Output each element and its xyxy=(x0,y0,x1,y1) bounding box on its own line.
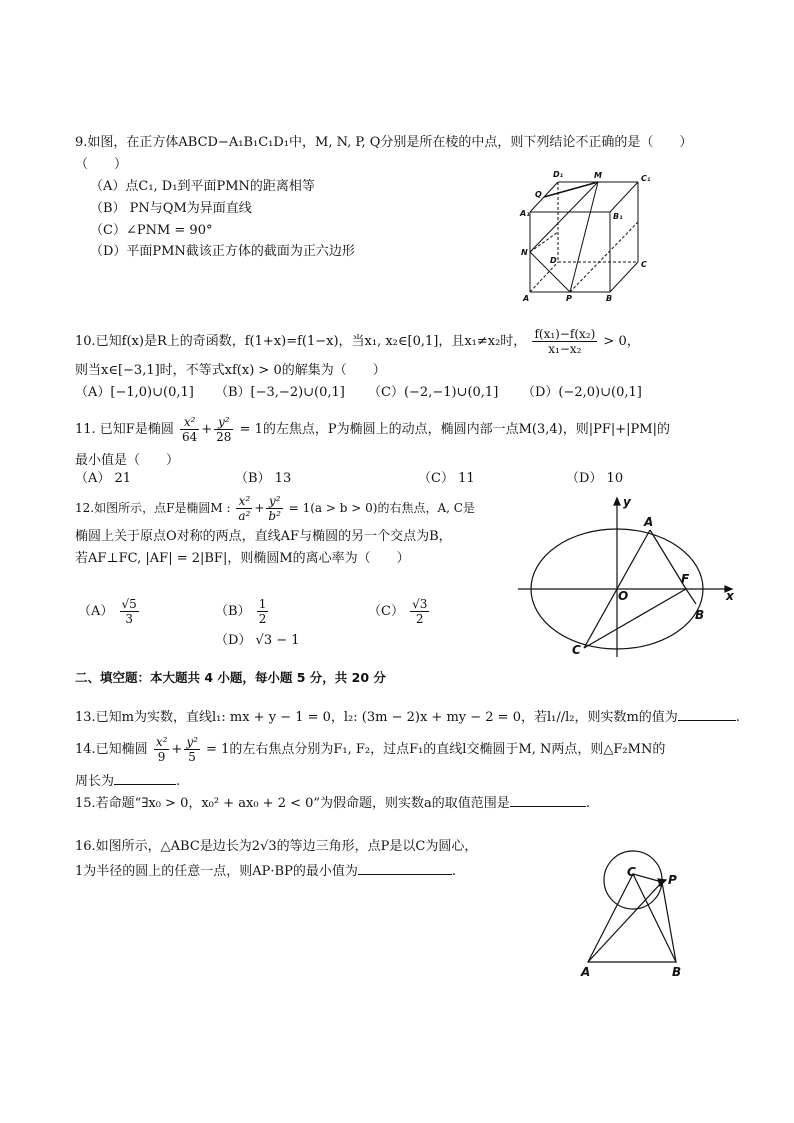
q9-cube-figure xyxy=(510,166,660,306)
q15-end: . xyxy=(585,796,590,811)
q11-prefix: 11. 已知F是椭圆 xyxy=(75,422,174,437)
q12-frac1-num: x² xyxy=(236,494,252,509)
q12-line1 xyxy=(75,490,475,526)
q11-frac1-den: 64 xyxy=(181,430,198,444)
q11-fraction-x xyxy=(180,415,199,444)
q12-frac2-den: b² xyxy=(268,509,281,523)
q12-plus: + xyxy=(254,501,265,515)
q12-label-y: y xyxy=(623,495,631,509)
q12-option-c xyxy=(368,594,431,630)
q14-fraction-y xyxy=(184,735,200,764)
q14-suffix: = 1的左右焦点分别为F₁, F₂，过点F₁的直线l交椭圆于M, N两点，则△F₂MN的 xyxy=(206,742,666,757)
q16-answer-blank[interactable] xyxy=(358,862,452,875)
q9-label-b: B xyxy=(606,294,613,303)
q16-line2 xyxy=(75,862,456,881)
q9-label-c: C xyxy=(641,260,647,269)
q12-ellipse-figure xyxy=(514,492,744,662)
q14-prefix: 14.已知椭圆 xyxy=(75,742,148,757)
q16-label-a: A xyxy=(581,965,591,979)
q12-fraction-y xyxy=(266,494,283,523)
q11-option-b: （B） 13 xyxy=(235,471,292,486)
q12-option-c-num: √3 xyxy=(412,597,428,611)
q9-label-c1: C₁ xyxy=(641,174,651,183)
q13-line xyxy=(75,708,740,727)
q10-fraction xyxy=(532,327,597,356)
q11-fraction-y xyxy=(214,415,233,444)
q10-line1-end: > 0， xyxy=(603,334,640,349)
q10-line2: 则当x∈[−3,1]时，不等式xf(x) > 0的解集为（ ） xyxy=(75,363,386,378)
q16-label-c: C xyxy=(627,865,636,879)
q12-label-x: x xyxy=(726,589,734,603)
q10-fraction-num: f(x₁)−f(x₂) xyxy=(534,327,596,341)
q12-option-c-label: （C） xyxy=(368,604,404,619)
q14-line2-text: 周长为 xyxy=(75,774,115,789)
q9-label-q: Q xyxy=(535,190,542,199)
q9-option-d: （D）平面PMN截该正方体的截面为正六边形 xyxy=(90,244,355,259)
q9-option-c: （C）∠PNM = 90° xyxy=(90,223,213,238)
q12-label-a: A xyxy=(644,515,654,529)
q11-suffix: = 1的左焦点，P为椭圆上的动点，椭圆内部一点M(3,4)，则|PF|+|PM|的 xyxy=(239,422,670,437)
q16-line1: 16.如图所示，△ABC是边长为2√3的等边三角形，点P是以C为圆心， xyxy=(75,839,478,854)
q11-line1 xyxy=(75,412,670,448)
q12-option-d: （D） √3 − 1 xyxy=(215,633,300,648)
q12-line3: 若AF⊥FC, |AF| = 2|BF|，则椭圆M的离心率为（ ） xyxy=(75,551,410,566)
q10-line1-text: 10.已知f(x)是R上的奇函数，f(1+x)=f(1−x)，当x₁, x₂∈[0,1]，且x₁≠x₂时， xyxy=(75,334,527,349)
q16-line2-text: 1为半径的圆上的任意一点，则AP·BP的最小值为 xyxy=(75,864,358,879)
q12-option-a xyxy=(78,594,141,630)
q10-option-c: （C）(−2,−1)∪(0,1] xyxy=(368,385,499,400)
q12-option-b-label: （B） xyxy=(215,604,251,619)
q10-fraction-den: x₁−x₂ xyxy=(548,342,582,356)
q16-label-p: P xyxy=(668,873,677,887)
q14-answer-blank[interactable] xyxy=(114,772,176,785)
q9-option-b: （B） PN与QM为异面直线 xyxy=(90,201,252,216)
q12-prefix: 12.如图所示，点F是椭圆M : xyxy=(75,501,231,515)
section-2-heading: 二、填空题：本大题共 4 小题，每小题 5 分，共 20 分 xyxy=(75,670,386,685)
q10-line1 xyxy=(75,324,640,360)
q16-label-b: B xyxy=(672,965,682,979)
q9-label-d1: D₁ xyxy=(553,170,564,179)
q12-option-a-label: （A） xyxy=(78,604,114,619)
q9-label-m: M xyxy=(594,171,602,180)
q14-line2 xyxy=(75,772,180,791)
q9-label-d: D xyxy=(550,256,557,265)
q9-label-a: A xyxy=(523,294,530,303)
q16-triangle-figure xyxy=(576,848,696,983)
q12-option-b xyxy=(215,594,270,630)
q14-frac2-den: 5 xyxy=(188,750,196,764)
q12-label-o: O xyxy=(618,589,629,603)
q11-option-a: （A） 21 xyxy=(75,471,132,486)
q11-frac1-num: x² xyxy=(180,415,199,430)
q9-label-b1: B₁ xyxy=(613,212,623,221)
q12-option-a-num: √5 xyxy=(121,597,137,611)
q10-option-b: （B）[−3,−2)∪(0,1] xyxy=(215,385,345,400)
q14-fraction-x xyxy=(154,735,170,764)
q14-frac2-num: y² xyxy=(186,735,198,749)
q12-option-b-num: 1 xyxy=(258,597,267,611)
q11-frac2-den: 28 xyxy=(216,430,232,444)
q12-label-f: F xyxy=(681,572,690,586)
q12-label-b: B xyxy=(695,608,705,622)
q15-answer-blank[interactable] xyxy=(510,794,586,807)
q9-answer-paren: （ ） xyxy=(75,157,128,172)
q16-end: . xyxy=(451,864,456,879)
q12-suffix: = 1(a > b > 0)的右焦点，A, C是 xyxy=(288,501,475,515)
q9-label-a1: A₁ xyxy=(520,209,530,218)
q9-stem: 9.如图，在正方体ABCD−A₁B₁C₁D₁中，M, N, P, Q分别是所在棱的中点，则下列结论不正确的是（ ） xyxy=(75,135,693,150)
q12-option-c-den: 2 xyxy=(415,612,424,626)
q11-line2: 最小值是（ ） xyxy=(75,453,180,468)
q12-label-c: C xyxy=(572,643,581,657)
q10-option-d: （D）(−2,0)∪(0,1] xyxy=(522,385,642,400)
q11-frac2-num: y² xyxy=(214,415,233,430)
q15-text: 15.若命题“∃x₀ > 0，x₀² + ax₀ + 2 < 0”为假命题，则实数a的取值范围是 xyxy=(75,796,510,811)
q14-line1 xyxy=(75,732,665,768)
q12-frac1-den: a² xyxy=(238,509,251,523)
q9-label-n: N xyxy=(521,248,528,257)
q15-line xyxy=(75,794,590,813)
q14-frac1-den: 9 xyxy=(157,750,166,764)
q9-label-p: P xyxy=(566,294,572,303)
q14-end: . xyxy=(176,774,181,789)
q11-option-c: （C） 11 xyxy=(418,471,475,486)
q12-line2: 椭圆上关于原点O对称的两点，直线AF与椭圆的另一个交点为B， xyxy=(75,529,452,544)
q10-option-a: （A）[−1,0)∪(0,1] xyxy=(75,385,194,400)
q12-frac2-num: y² xyxy=(266,494,283,509)
q13-end: . xyxy=(735,710,740,725)
q13-text: 13.已知m为实数，直线l₁: mx + y − 1 = 0，l₂: (3m − 2)x + my − 2 = 0，若l₁//l₂，则实数m的值为 xyxy=(75,710,678,725)
q14-frac1-num: x² xyxy=(155,735,168,749)
q13-answer-blank[interactable] xyxy=(678,708,736,721)
q12-fraction-x xyxy=(236,494,252,523)
q12-option-b-den: 2 xyxy=(258,612,267,626)
q11-option-d: （D） 10 xyxy=(566,471,624,486)
q12-option-a-den: 3 xyxy=(125,612,133,626)
q11-plus: + xyxy=(201,422,213,437)
q9-option-a: （A）点C₁, D₁到平面PMN的距离相等 xyxy=(90,179,315,194)
q14-plus: + xyxy=(171,742,183,757)
